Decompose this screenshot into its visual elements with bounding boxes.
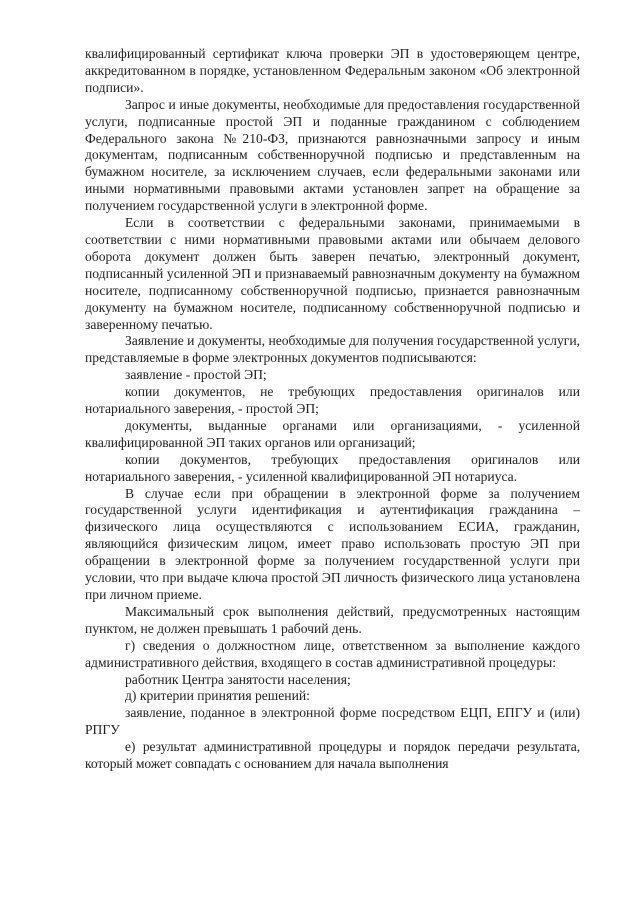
paragraph-esia-identification: В случае если при обращении в электронной форме за получением государственной услуги идентификация и аутентификация гражданина – физического лица осуществляются с использованием ЕСИА, гражданин, являющийся физическим лицом, имеет право использовать простую ЭП при обращении в электронной форме за получением государственной услуги при условии, что при выдаче ключа простой ЭП личность физического лица установлена при личном приеме.	[85, 485, 580, 602]
list-item-issued-documents: документы, выданные органами или организациями, - усиленной квалифицированной ЭП таких органов или организаций;	[85, 417, 580, 450]
list-item-copies-notary: копии документов, требующих предоставления оригиналов или нотариального заверения, - усиленной квалифицированной ЭП нотариуса.	[85, 451, 580, 484]
list-item-copies-simple: копии документов, не требующих предоставления оригиналов или нотариального заверения, - простой ЭП;	[85, 384, 580, 417]
paragraph-certificate: квалифицированный сертификат ключа проверки ЭП в удостоверяющем центре, аккредитованном в порядке, установленном Федеральным законом «Об электронной подписи».	[85, 46, 580, 95]
paragraph-decision-criteria: д) критерии принятия решений:	[125, 688, 310, 704]
paragraph-responsible-official: г) сведения о должностном лице, ответственном за выполнение каждого административного действия, входящего в состав административной процедуры:	[85, 637, 580, 670]
paragraph-request-equivalence: Запрос и иные документы, необходимые для предоставления государственной услуги, подписанные простой ЭП и поданные гражданином с соблюдением Федерального закона №210-ФЗ, признаются равнозначными запросу и иным документам, подписанным собственноручной подписью и представленным на бумажном носителе, за исключением случаев, если федеральными законами или иными нормативными правовыми актами установлен запрет на обращение за получением государственной услуги в электронной форме.	[85, 96, 580, 214]
paragraph-procedure-result: е) результат административной процедуры и порядок передачи результата, который может совпадать с основанием для начала выполнения	[85, 739, 580, 772]
paragraph-seal-requirement: Если в соответствии с федеральными законами, принимаемыми в соответствии с ними нормативными правовыми актами или обычаем делового оборота документ должен быть заверен печатью, электронный документ, подписанный усиленной ЭП и признаваемый равнозначным документу на бумажном носителе, подписанному собственноручной подписью, признается равнозначным документу на бумажном носителе, подписанному собственноручной подписью и заверенному печатью.	[85, 215, 580, 332]
paragraph-max-duration: Максимальный срок выполнения действий, предусмотренных настоящим пунктом, не должен превышать 1 рабочий день.	[85, 603, 580, 636]
list-item-application-signature: заявление - простой ЭП;	[125, 367, 267, 383]
paragraph-electronic-application: заявление, поданное в электронной форме посредством ЕЦП, ЕПГУ и (или) РПГУ	[85, 705, 580, 738]
paragraph-signing-intro: Заявление и документы, необходимые для получения государственной услуги, представляемые в форме электронных документов подписываются:	[85, 333, 580, 366]
paragraph-employment-center-worker: работник Центра занятости населения;	[125, 671, 351, 687]
